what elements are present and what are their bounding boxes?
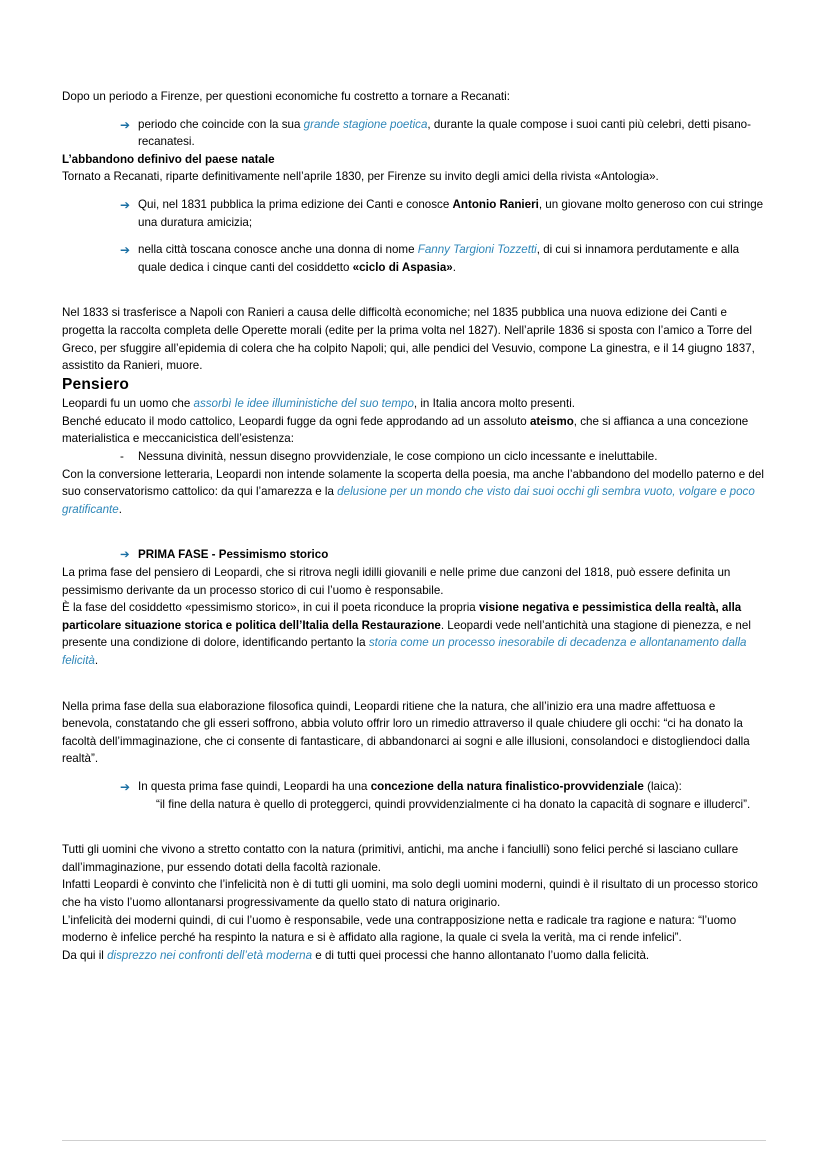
list-item-text-part: periodo che coincide con la sua (138, 117, 304, 131)
text-part: . Leopardi vede nell’antichità una stagione di pienezza, e nel presente una condizione di dolore, identificando pertanto la (62, 618, 751, 650)
strong-text: ateismo (529, 414, 574, 428)
dash-icon: - (120, 449, 124, 463)
text-part: . (118, 502, 122, 516)
emphasis-text: disprezzo nei confronti dell’età moderna (107, 948, 313, 962)
strong-text: visione negativa e pessimistica della realtà, alla particolare situazione storica e politica dell’Italia della Restaurazione (62, 601, 742, 632)
text-part: e di tutti quei processi che hanno allontanato l’uomo dalla felicità. (312, 948, 650, 962)
paragraph-pensiero-2 (62, 413, 766, 448)
bullet-list-natura (62, 778, 766, 813)
heading-text: PRIMA FASE - Pessimismo storico (138, 548, 329, 562)
paragraph-final-1: Tutti gli uomini che vivono a stretto contatto con la natura (primitivi, antichi, ma anche i fanciulli) sono felici perché si lasciano cullare dall’immaginazione, pur essendo dotati della facoltà razionale. (62, 843, 739, 874)
list-item-text-part: In questa prima fase quindi, Leopardi ha una (138, 780, 371, 794)
list-item-text-part: nella città toscana conosce anche una donna di nome (138, 243, 418, 257)
paragraph-fase1-1: La prima fase del pensiero di Leopardi, che si ritrova negli idilli giovanili e nelle prime due canzoni del 1818, può essere definita un pessimismo derivante da un processo storico di cui l’uomo è responsabile. (62, 565, 731, 597)
strong-text: Antonio Ranieri (452, 198, 539, 212)
list-item (120, 778, 766, 813)
text-part: È la fase del cosiddetto «pessimismo storico», in cui il poeta riconduce la propria (62, 601, 479, 615)
paragraph-natura-1: Nella prima fase della sua elaborazione filosofica quindi, Leopardi ritiene che la natura, che all’inizio era una madre affettuosa e benevola, constatando che gli esseri soffrono, abbia voluto offrir loro un rimedio attraverso il quale chiudere gli occhi: “ci ha donato la facoltà dell’immaginazione, che ci consente di fantasticare, di abbandonarci ai sogni e alle illusioni, consolandoci e distogliendoci dalla realtà”. (62, 699, 750, 766)
paragraph-abbandono: Tornato a Recanati, riparte definitivamente nell’aprile 1830, per Firenze su invito degli amici della rivista «Antologia». (62, 170, 659, 184)
list-item-text-part: . (452, 260, 456, 274)
arrow-icon: ➔ (120, 548, 130, 562)
text-part: Leopardi fu un uomo che (62, 397, 194, 411)
paragraph-final-2: Infatti Leopardi è convinto che l’infelicità non è di tutti gli uomini, ma solo degli uomini moderni, quindi è il risultato di un processo storico che ha visto l’uomo allontanarsi progressivamente da quello stato di natura originario. (62, 878, 758, 910)
paragraph-fase1-2 (62, 599, 766, 669)
paragraph-napoli: Nel 1833 si trasferisce a Napoli con Ranieri a causa delle difficoltà economiche; nel 1835 pubblica una nuova edizione dei Canti e progetta la raccolta completa delle Operette morali (edite per la prima volta nel 1827). Nell’aprile 1836 si sposta con l’amico a Torre del Greco, per sfuggire all’epidemia di colera che ha colpito Napoli; qui, alle pendici del Vesuvio, compone La ginestra, e il 14 giugno 1837, assistito da Ranieri, muore. (62, 306, 755, 373)
arrow-icon: ➔ (120, 117, 131, 132)
emphasis-text: delusione per un mondo che visto dai suoi occhi gli sembra vuoto, volgare e poco gratificante (62, 485, 755, 516)
arrow-icon: ➔ (120, 198, 131, 213)
text-part: , che si affianca a una concezione materialistica e meccanicistica dell’esistenza: (62, 414, 749, 446)
emphasis-text: Fanny Targioni Tozzetti (417, 243, 537, 257)
arrow-icon: ➔ (120, 243, 131, 258)
list-item-text-part: (laica): (643, 780, 682, 794)
strong-text: «ciclo di Aspasia» (352, 260, 453, 274)
paragraph-pensiero-3 (62, 466, 766, 519)
arrow-icon: ➔ (120, 780, 131, 795)
list-item-text-part: Qui, nel 1831 pubblica la prima edizione dei Canti e conosce (138, 198, 453, 212)
strong-text: concezione della natura finalistico-provvidenziale (370, 780, 644, 794)
text-part: Con la conversione letteraria, Leopardi non intende solamente la scoperta della poesia, ma anche l’abbandono del modello paterno e del suo conservatorismo cattolico: da qui l’amarezza e la (62, 467, 764, 499)
paragraph-pensiero-1 (62, 395, 766, 413)
heading-prima-fase (120, 546, 766, 564)
text-part: , in Italia ancora molto presenti. (413, 397, 576, 411)
paragraph-intro: Dopo un periodo a Firenze, per questioni economiche fu costretto a tornare a Recanati: (62, 90, 510, 103)
emphasis-text: grande stagione poetica (303, 117, 428, 131)
emphasis-text: storia come un processo inesorabile di decadenza e allontanamento dalla felicità (62, 636, 747, 667)
emphasis-text: assorbì le idee illuministiche del suo tempo (193, 397, 414, 411)
list-item (120, 241, 766, 276)
text-part: . (94, 653, 99, 667)
list-item-text-part: , di cui si innamora perdutamente e alla quale dedica i cinque canti del cosiddetto (138, 243, 740, 274)
list-item (120, 196, 766, 231)
heading-abbandono: L’abbandono definivo del paese natale (62, 152, 275, 166)
list-item-text-part: , un giovane molto generoso con cui stringe una duratura amicizia; (138, 198, 764, 229)
bullet-list-abbandono (62, 196, 766, 276)
text-part: Da qui il (62, 948, 108, 962)
bullet-list-intro (62, 116, 766, 151)
list-item-dash (120, 448, 766, 466)
heading-pensiero: Pensiero (62, 375, 130, 393)
quote-text: “il fine della natura è quello di proteggerci, quindi provvidenzialmente ci ha donato la capacità di sognare e illuderci”. (156, 797, 751, 811)
footer-divider (62, 1140, 766, 1141)
list-item-text-part: , durante la quale compose i suoi canti più celebri, detti pisano-recanatesi. (138, 117, 751, 149)
paragraph-final-3: L’infelicità dei moderni quindi, di cui l’uomo è responsabile, vede una contrapposizione netta e radicale tra ragione e natura: “l’uomo moderno è infelice perché ha respinto la natura e si è affidato alla ragione, la quale ci svela la verità, ma ci rende infelici”. (62, 913, 737, 945)
list-item (120, 116, 766, 151)
paragraph-final-4 (62, 947, 766, 965)
text-part: Benché educato il modo cattolico, Leopardi fugge da ogni fede approdando ad un assoluto (62, 414, 530, 428)
list-item-text: Nessuna divinità, nessun disegno provvidenziale, le cose compiono un ciclo incessante e ineluttabile. (138, 449, 658, 463)
